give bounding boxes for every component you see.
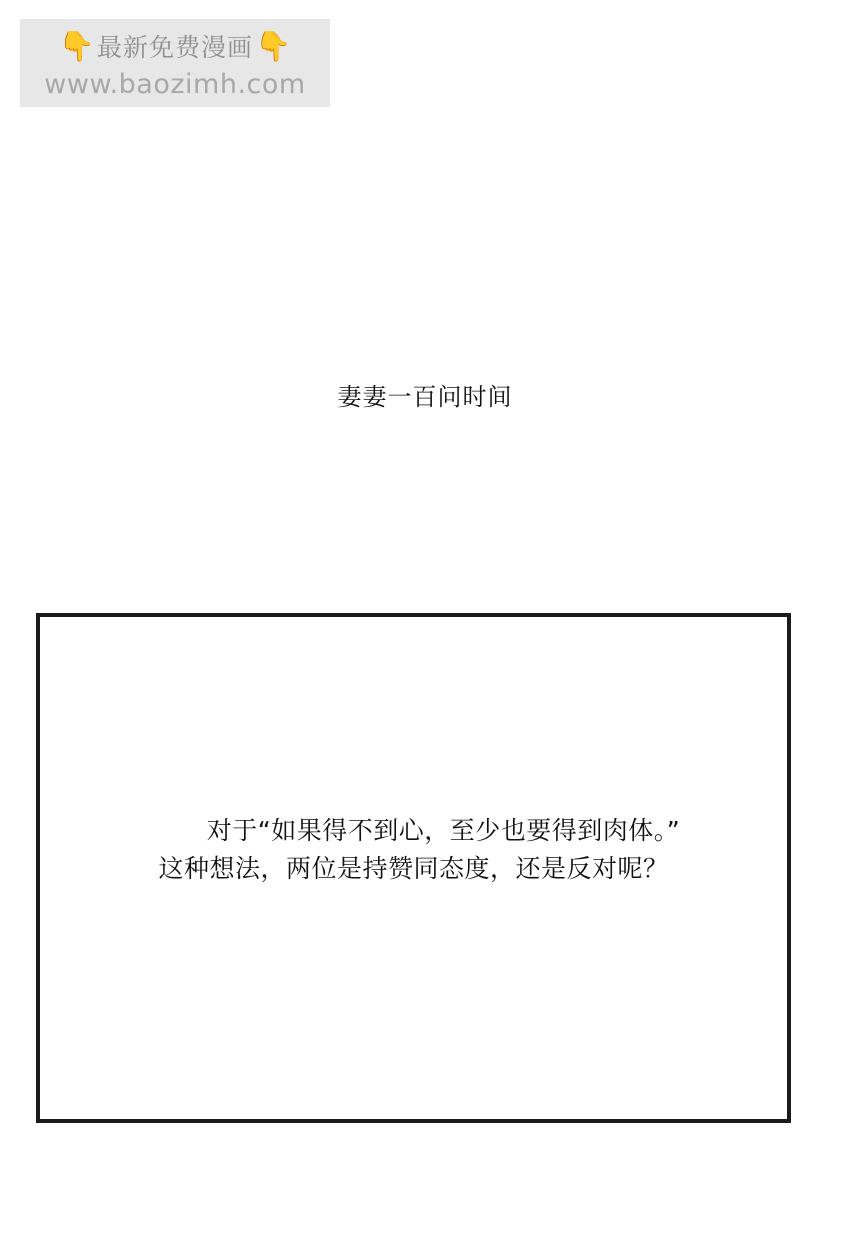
dialogue-line-2: 这种想法，两位是持赞同态度，还是反对呢？ [158, 854, 669, 883]
page-caption: 妻妻一百问时间 [337, 383, 513, 411]
pointing-down-hand-icon-right: 👇 [255, 28, 292, 63]
dialogue-line-1: 对于“如果得不到心，至少也要得到肉体。” [206, 816, 681, 845]
watermark-overlay [20, 19, 330, 107]
watermark-promo-line [30, 25, 320, 67]
watermark-promo-text: 最新免费漫画 [96, 33, 253, 62]
dialogue-text-block [40, 812, 787, 888]
pointing-down-hand-icon-left: 👇 [58, 28, 95, 63]
watermark-site-url: www.baozimh.com [44, 69, 306, 100]
dialogue-panel [36, 613, 791, 1123]
